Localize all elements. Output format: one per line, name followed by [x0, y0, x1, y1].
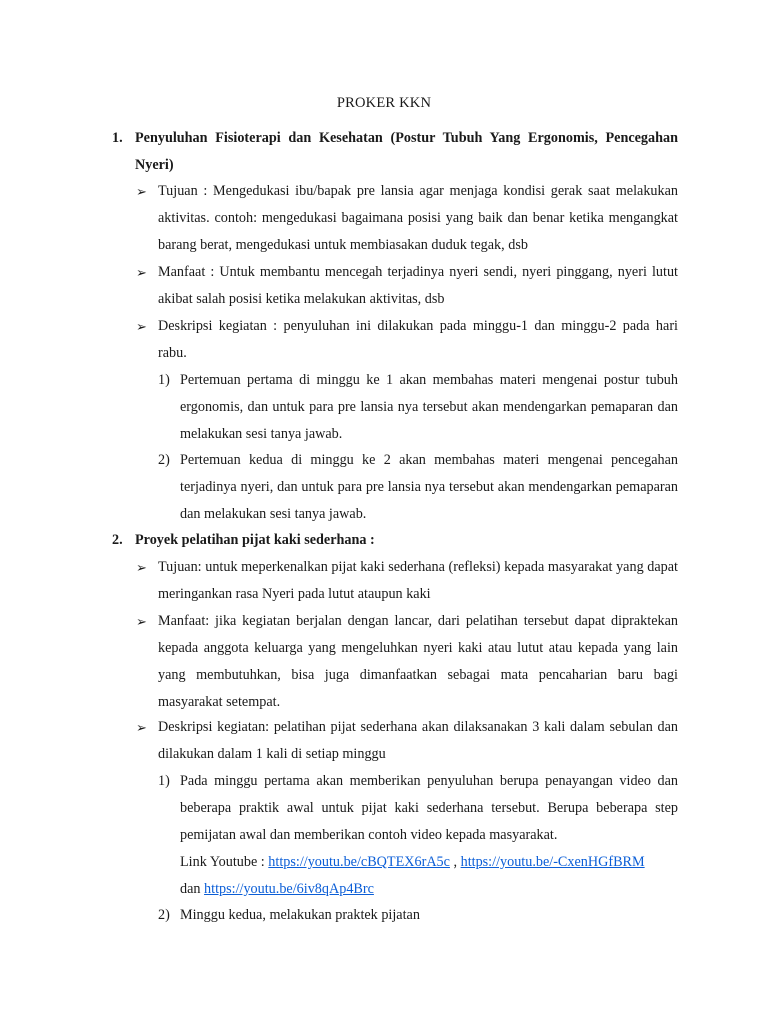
- bullet-text: Manfaat: jika kegiatan berjalan dengan lancar, dari pelatihan tersebut dapat dipraktekan kepada anggota keluarga yang mengeluhkan nyeri kaki atau lutut atau kepada yang lain yang membutuhkan, bisa juga dimanfaatkan sebagai mata pencaharian baru bagi masyarakat setempat.: [158, 613, 678, 710]
- item-number: 1.: [112, 130, 123, 146]
- sub-number: 2): [158, 452, 170, 468]
- youtube-link-1[interactable]: https://youtu.be/cBQTEX6rA5c: [268, 854, 450, 870]
- item-2-manfaat: [136, 608, 678, 716]
- sub-text-body: Pada minggu pertama akan memberikan penyuluhan berupa penayangan video dan beberapa praktik awal untuk pijat kaki sederhana tersebut. Berupa beberapa step pemijatan awal dan memberikan contoh video kepada masyarakat.: [180, 773, 678, 843]
- bullet-text: Tujuan: untuk meperkenalkan pijat kaki sederhana (refleksi) kepada masyarakat yang dapat meringankan rasa Nyeri pada lutut ataupun kaki: [158, 559, 678, 602]
- item-1-tujuan: [136, 178, 678, 259]
- youtube-link-3[interactable]: https://youtu.be/6iv8qAp4Brc: [204, 881, 374, 897]
- dan-text: dan: [180, 881, 205, 897]
- bullet-text: Tujuan : Mengedukasi ibu/bapak pre lansia agar menjaga kondisi gerak saat melakukan aktivitas. contoh: mengedukasi bagaimana posisi yang baik dan benar ketika mengangkat barang berat, mengedukasi untuk membiasakan duduk tegak, dsb: [158, 183, 678, 253]
- item-1-sub-2: [158, 447, 678, 528]
- sub-number: 1): [158, 372, 170, 388]
- item-1-manfaat: [136, 259, 678, 313]
- arrow-bullet-icon: ➢: [136, 560, 147, 575]
- bullet-text: Deskripsi kegiatan : penyuluhan ini dilakukan pada minggu-1 dan minggu-2 pada hari rabu.: [158, 318, 678, 361]
- item-number: 2.: [112, 532, 123, 548]
- youtube-link-2[interactable]: https://youtu.be/-CxenHGfBRM: [460, 854, 645, 870]
- item-1-sub-1: [158, 367, 678, 448]
- item-2-sub-2: [158, 902, 678, 929]
- sub-text: [180, 768, 678, 903]
- item-2-deskripsi: [136, 714, 678, 768]
- youtube-links-line-2: [180, 876, 678, 903]
- item-2-tujuan: [136, 554, 678, 608]
- heading-text: Proyek pelatihan pijat kaki sederhana :: [135, 532, 375, 548]
- sub-text: Pertemuan pertama di minggu ke 1 akan membahas materi mengenai postur tubuh ergonomis, dan untuk para pre lansia nya tersebut akan mendengarkan pemaparan dan melakukan sesi tanya jawab.: [180, 372, 678, 442]
- arrow-bullet-icon: ➢: [136, 614, 147, 629]
- sub-number: 2): [158, 907, 170, 923]
- link-label: Link Youtube :: [180, 854, 269, 870]
- bullet-text: Deskripsi kegiatan: pelatihan pijat sederhana akan dilaksanakan 3 kali dalam sebulan dan dilakukan dalam 1 kali di setiap minggu: [158, 719, 678, 762]
- item-1-heading: [112, 125, 678, 179]
- youtube-links-line: [180, 849, 678, 876]
- arrow-bullet-icon: ➢: [136, 184, 147, 199]
- item-2-heading: [112, 527, 678, 554]
- document-title: PROKER KKN: [336, 95, 432, 111]
- arrow-bullet-icon: ➢: [136, 720, 147, 735]
- arrow-bullet-icon: ➢: [136, 319, 147, 334]
- item-1-deskripsi: [136, 313, 678, 367]
- sub-number: 1): [158, 773, 170, 789]
- link-separator: ,: [449, 854, 461, 870]
- bullet-text: Manfaat : Untuk membantu mencegah terjadinya nyeri sendi, nyeri pinggang, nyeri lutut akibat salah posisi ketika melakukan aktivitas, dsb: [158, 264, 678, 307]
- item-2-sub-1: [158, 768, 678, 903]
- heading-text: Penyuluhan Fisioterapi dan Kesehatan (Postur Tubuh Yang Ergonomis, Pencegahan Nyeri): [135, 130, 678, 173]
- sub-text: Minggu kedua, melakukan praktek pijatan: [180, 907, 420, 923]
- arrow-bullet-icon: ➢: [136, 265, 147, 280]
- sub-text: Pertemuan kedua di minggu ke 2 akan membahas materi mengenai pencegahan terjadinya nyeri, dan untuk para pre lansia nya tersebut akan mendengarkan pemaparan dan melakukan sesi tanya jawab.: [180, 452, 678, 522]
